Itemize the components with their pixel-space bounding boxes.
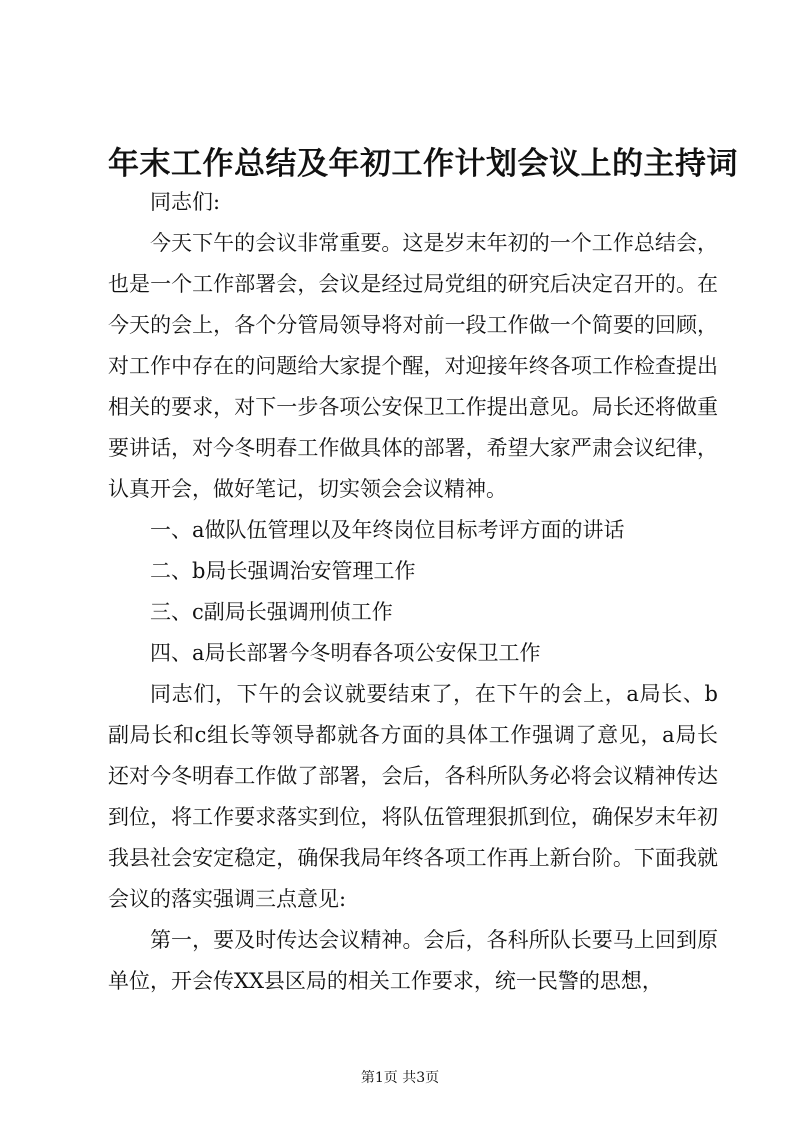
document-body (108, 182, 718, 1002)
agenda-item-4: 四、a局长部署今冬明春各项公安保卫工作 (150, 641, 541, 665)
page-footer: 第1页 共3页 (360, 1070, 440, 1086)
agenda-item-3: 三、c副局长强调刑侦工作 (150, 600, 393, 624)
document-title: 年末工作总结及年初工作计划会议上的主持词 (108, 146, 738, 182)
salutation: 同志们: (150, 190, 221, 214)
paragraph-closing: 同志们，下午的会议就要结束了，在下午的会上，a局长、b副局长和c组长等领导都就各方面的具体工作强调了意见，a局长还对今冬明春工作做了部署，会后，各科所队务必将会议精神传达到位，将工作要求落实到位，将队伍管理狠抓到位，确保岁末年初我县社会安定稳定，确保我局年终各项工作再上新台阶。下面我就会议的落实强调三点意见: (108, 682, 718, 911)
paragraph-point-1: 第一，要及时传达会议精神。会后，各科所队长要马上回到原单位，开会传XX县区局的相关工作要求，统一民警的思想， (108, 928, 718, 993)
agenda-item-2: 二、b局长强调治安管理工作 (150, 559, 416, 583)
paragraph-intro: 今天下午的会议非常重要。这是岁末年初的一个工作总结会，也是一个工作部署会，会议是经过局党组的研究后决定召开的。在今天的会上，各个分管局领导将对前一段工作做一个简要的回顾，对工作中存在的问题给大家提个醒，对迎接年终各项工作检查提出相关的要求，对下一步各项公安保卫工作提出意见。局长还将做重要讲话，对今冬明春工作做具体的部署，希望大家严肃会议纪律，认真开会，做好笔记，切实领会会议精神。 (108, 231, 718, 501)
agenda-item-1: 一、a做队伍管理以及年终岗位目标考评方面的讲话 (150, 518, 625, 542)
